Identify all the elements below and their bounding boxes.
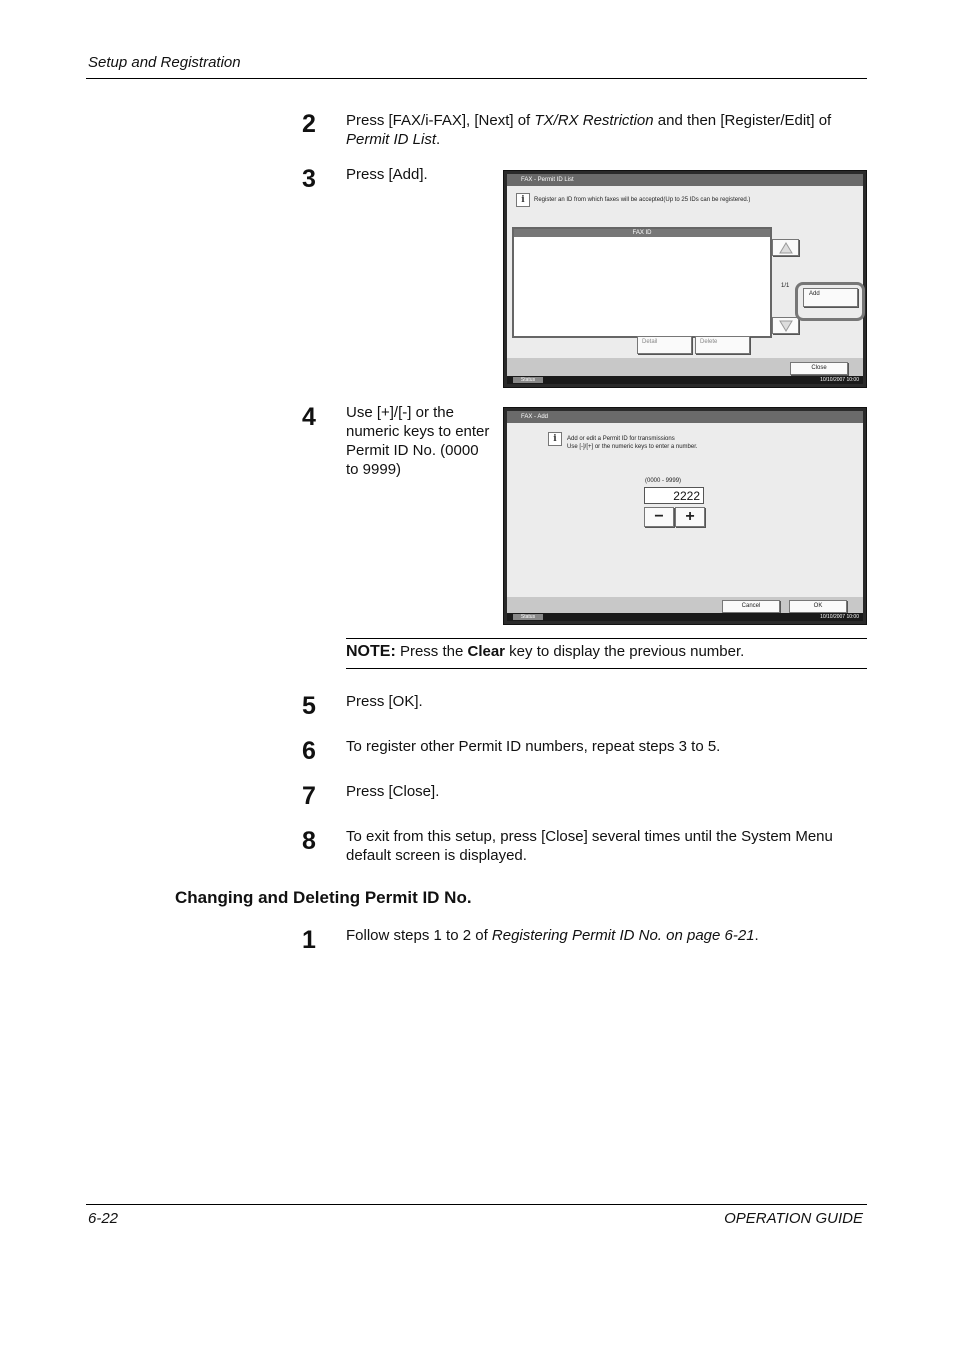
step-number: 6 xyxy=(302,737,316,765)
date-time: 10/10/2007 10:00 xyxy=(820,614,859,620)
section-title: Changing and Deleting Permit ID No. xyxy=(175,888,472,907)
permit-id-list-screen xyxy=(503,170,867,388)
date-time: 10/10/2007 10:00 xyxy=(820,377,859,383)
step-number: 7 xyxy=(302,782,316,810)
screen-title: FAX - Add xyxy=(507,411,863,423)
ok-button[interactable]: OK xyxy=(789,600,847,613)
running-header: Setup and Registration xyxy=(88,54,241,71)
minus-button[interactable]: − xyxy=(644,507,674,527)
column-header-fax-id: FAX ID xyxy=(514,229,770,237)
scroll-down-button[interactable] xyxy=(772,317,799,334)
add-button[interactable]: Add xyxy=(803,288,858,307)
step-text: To exit from this setup, press [Close] several times until the System Menu default screen is displayed. xyxy=(346,828,833,864)
info-icon: i xyxy=(516,193,530,207)
footer-rule xyxy=(86,1204,867,1205)
guide-title: OPERATION GUIDE xyxy=(724,1210,863,1227)
status-bar xyxy=(507,376,863,384)
arrow-down-icon xyxy=(779,320,793,332)
step-number: 3 xyxy=(302,165,316,193)
step-number: 5 xyxy=(302,692,316,720)
page-indicator: 1/1 xyxy=(781,283,790,289)
status-button[interactable]: Status xyxy=(513,614,543,620)
info-text-line2: Use [-]/[+] or the numeric keys to enter a number. xyxy=(567,444,698,450)
close-button[interactable]: Close xyxy=(790,362,848,375)
step-number: 2 xyxy=(302,110,316,138)
plus-button[interactable]: + xyxy=(675,507,705,527)
info-icon: i xyxy=(548,432,562,446)
step-number: 1 xyxy=(302,926,316,954)
step-text: Press [OK]. xyxy=(346,693,423,710)
note: NOTE: Press the Clear key to display the previous number. xyxy=(346,643,745,660)
step-text: To register other Permit ID numbers, repeat steps 3 to 5. xyxy=(346,738,721,755)
step-text: Follow steps 1 to 2 of Registering Permit ID No. on page 6-21. xyxy=(346,927,759,944)
header-rule xyxy=(86,78,867,79)
range-label: (0000 - 9999) xyxy=(645,478,682,484)
info-text: Register an ID from which faxes will be accepted(Up to 25 IDs can be registered.) xyxy=(534,197,751,203)
detail-button[interactable]: Detail xyxy=(637,336,692,354)
step-text: Press [Close]. xyxy=(346,783,440,800)
screen-title: FAX - Permit ID List xyxy=(507,174,863,186)
page-number: 6-22 xyxy=(88,1210,119,1227)
fax-id-list xyxy=(512,227,772,338)
scroll-up-button[interactable] xyxy=(772,239,799,256)
step-number: 8 xyxy=(302,827,316,855)
permit-id-input[interactable]: 2222 xyxy=(644,487,704,504)
info-text-line1: Add or edit a Permit ID for transmissions xyxy=(567,436,675,442)
step-text: Press [FAX/i-FAX], [Next] of TX/RX Restriction and then [Register/Edit] of Permit ID List. xyxy=(346,112,832,148)
delete-button[interactable]: Delete xyxy=(695,336,750,354)
status-bar xyxy=(507,613,863,621)
note-rule-bottom xyxy=(346,668,867,669)
cross-reference-link[interactable]: Registering Permit ID No. on page 6-21 xyxy=(491,927,755,944)
cancel-button[interactable]: Cancel xyxy=(722,600,780,613)
status-button[interactable]: Status xyxy=(513,377,543,383)
arrow-up-icon xyxy=(779,242,793,254)
step-text: Press [Add]. xyxy=(346,166,428,183)
note-rule-top xyxy=(346,638,867,639)
step-text: Use [+]/[-] or the numeric keys to enter Permit ID No. (0000 to 9999) xyxy=(346,404,490,478)
fax-add-screen xyxy=(503,407,867,625)
step-number: 4 xyxy=(302,403,316,431)
